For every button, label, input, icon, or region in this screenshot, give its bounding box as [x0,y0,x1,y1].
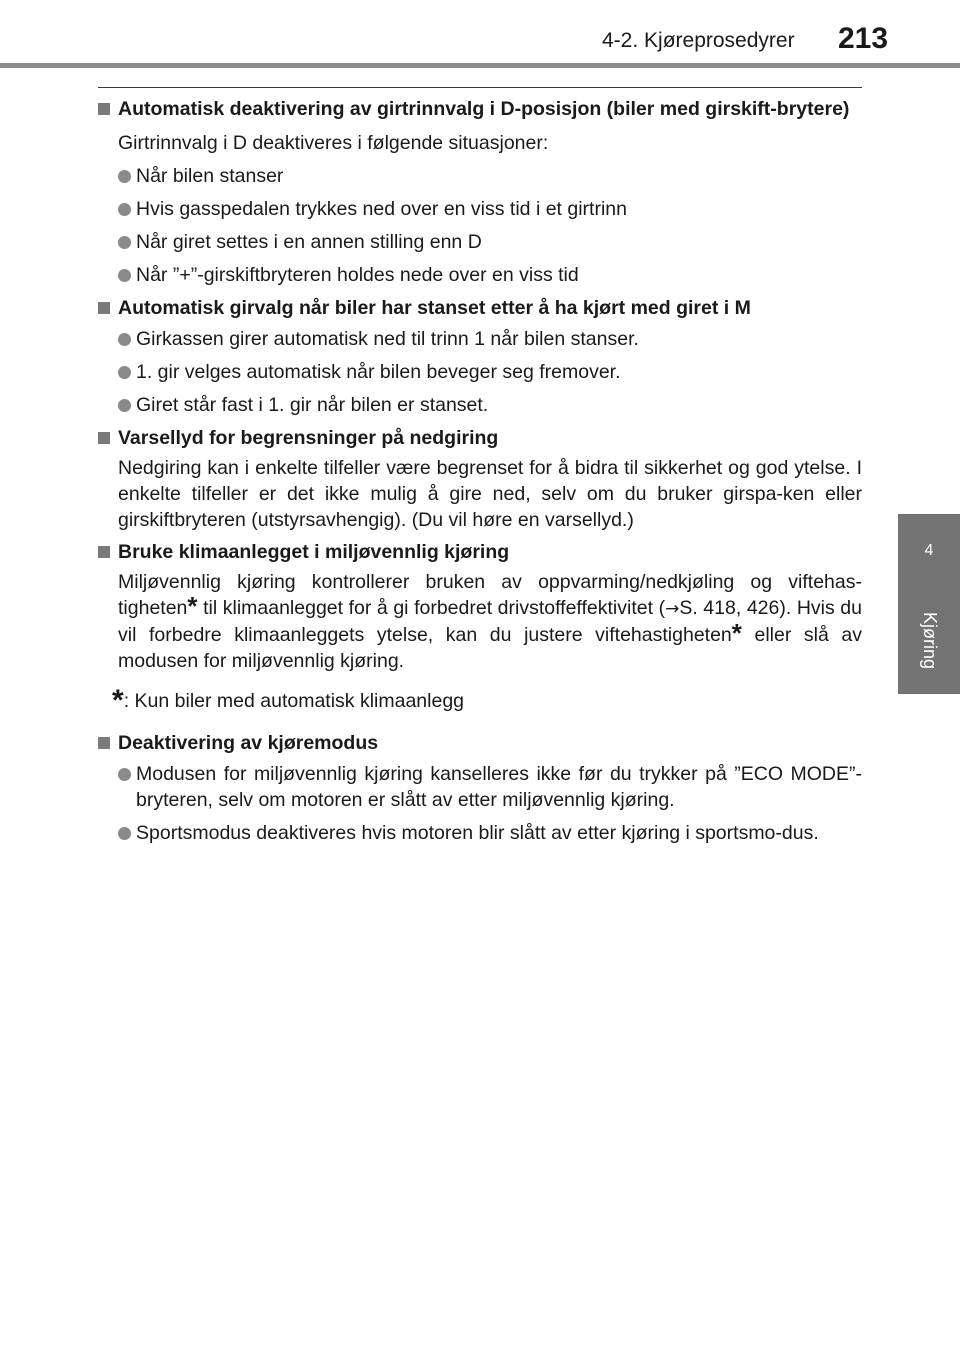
section-heading-text: Automatisk girvalg når biler har stanset etter å ha kjørt med giret i M [118,297,751,319]
footnote-marker: * [731,618,742,648]
list-item [98,392,862,418]
page-reference-link: S. 418, 426). Hvis du vil forbedre klimaanleggets ytelse, kan du justere viftehastigheten [118,597,862,646]
list-item-text: Når bilen stanser [136,165,284,187]
square-bullet-icon [98,737,110,749]
list-item [98,196,862,222]
arrow-right-icon: → [665,599,680,619]
list-item [98,163,862,189]
list-item-text: 1. gir velges automatisk når bilen beveger seg fremover. [136,361,621,383]
section-body: Nedgiring kan i enkelte tilfeller være begrenset for å bidra til sikkerhet og god ytelse. I enkelte tilfeller er det ikke mulig å gire ned, selv om du bruker girspa-ken eller girskiftbryteren (utstyrsavhengig). (Du vil høre en varsellyd.) [118,457,862,531]
list-item-text: Girkassen girer automatisk ned til trinn 1 når bilen stanser. [136,328,639,350]
square-bullet-icon [98,103,110,115]
header-rule [0,63,960,68]
circle-bullet-icon [118,269,131,282]
list-item-text: Hvis gasspedalen trykkes ned over en viss tid i et girtrinn [136,198,627,220]
circle-bullet-icon [118,236,131,249]
circle-bullet-icon [118,170,131,183]
section-heading-text: Varsellyd for begrensninger på nedgiring [118,427,499,449]
circle-bullet-icon [118,399,131,412]
circle-bullet-icon [118,333,131,346]
section-heading [98,425,862,451]
page-content [98,96,862,846]
list-item-text: Når ”+”-girskiftbryteren holdes nede over en viss tid [136,264,579,286]
section-heading-text: Automatisk deaktivering av girtrinnvalg i D-posisjon (biler med girskift-brytere) [118,98,850,120]
list-item [98,359,862,385]
circle-bullet-icon [118,827,131,840]
square-bullet-icon [98,302,110,314]
circle-bullet-icon [118,203,131,216]
footnote-marker: * [187,591,198,621]
chapter-label: Kjøring [920,612,940,670]
section-heading [98,96,862,122]
circle-bullet-icon [118,768,131,781]
list-item [98,761,862,813]
square-bullet-icon [98,546,110,558]
list-item-text: Giret står fast i 1. gir når bilen er stanset. [136,394,489,416]
section-label: 4-2. Kjøreprosedyrer [602,29,795,52]
list-item-text: Når giret settes i en annen stilling enn D [136,231,482,253]
square-bullet-icon [98,432,110,444]
section-heading-text: Deaktivering av kjøremodus [118,732,379,754]
chapter-number: 4 [924,542,934,559]
list-item-text: Sportsmodus deaktiveres hvis motoren blir slått av etter kjøring i sportsmo-dus. [136,822,819,844]
section-heading [98,539,862,565]
footnote-text: : Kun biler med automatisk klimaanlegg [123,690,465,712]
chapter-side-tab[interactable] [898,514,960,694]
body-text: til klimaanlegget for å gi forbedret drivstoffeffektivitet ( [197,597,666,619]
body-text: eller slå av modusen for miljøvennlig kjøring. [118,624,863,672]
footnote-marker: * [112,684,124,717]
circle-bullet-icon [118,366,131,379]
list-item [98,326,862,352]
list-item [98,820,862,846]
footnote [98,684,862,717]
list-item [98,262,862,288]
content-top-rule [98,87,862,88]
section-heading [98,730,862,756]
section-body [98,569,862,674]
body-text: Miljøvennlig kjøring kontrollerer bruken av oppvarming/nedkjøling og viftehas-tigheten [118,571,862,619]
section-heading [98,295,862,321]
section-heading-text: Bruke klimaanlegget i miljøvennlig kjøring [118,541,510,563]
list-item [98,229,862,255]
page-number: 213 [838,22,889,55]
list-item-text: Modusen for miljøvennlig kjøring kanselleres ikke før du trykker på ”ECO MODE”-bryteren, selv om motoren er slått av etter miljøvennlig kjøring. [136,763,862,811]
section-intro: Girtrinnvalg i D deaktiveres i følgende situasjoner: [118,132,549,154]
